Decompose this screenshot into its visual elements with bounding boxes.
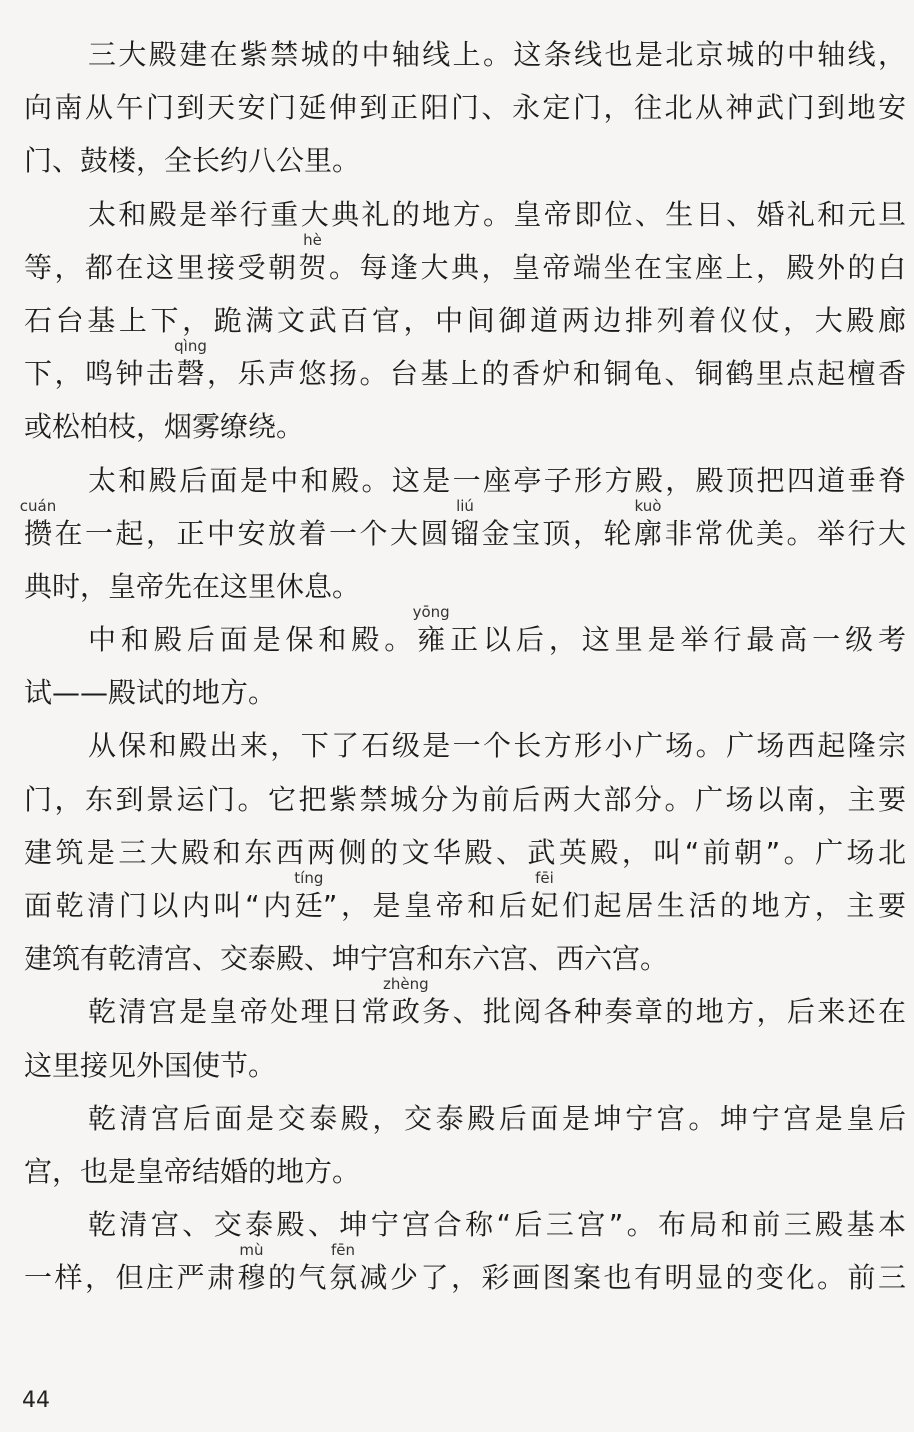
text-segment: 从保和殿出来，下了石级是一个长方形小广场。广场西起隆宗 — [88, 729, 906, 763]
text-line — [24, 180, 906, 233]
text-line — [24, 552, 906, 605]
text-line — [24, 871, 906, 924]
text-line — [24, 658, 906, 711]
annotated-character — [237, 1241, 266, 1296]
text-segment: 中和殿后面是保和殿。 — [88, 623, 418, 657]
text-line — [24, 286, 906, 339]
body-text — [19, 20, 906, 1297]
text-line — [24, 924, 906, 977]
text-line — [24, 230, 906, 286]
pinyin-annotation: tíng — [294, 869, 324, 887]
text-segment: 这里接见外国使节。 — [24, 1048, 277, 1082]
text-segment: 三大殿建在紫禁城的中轴线上。这条线也是北京城的中轴线， — [88, 38, 906, 71]
text-segment: 一样，但庄严肃 — [24, 1261, 238, 1295]
character: 妃 — [530, 889, 559, 922]
text-segment: 下，鸣钟击 — [24, 357, 177, 391]
character: 氛 — [329, 1261, 358, 1295]
character: 穆 — [237, 1261, 266, 1295]
text-line — [24, 73, 906, 126]
pinyin-annotation: mù — [239, 1241, 264, 1260]
annotated-character — [294, 869, 324, 924]
text-segment: 乾清宫后面是交泰殿，交泰殿后面是坤宁宫。坤宁宫是皇后 — [88, 1101, 906, 1135]
text-segment: 减少了，彩画图案也有明显的变化。前三 — [357, 1261, 906, 1295]
pinyin-annotation: zhèng — [383, 975, 429, 994]
pinyin-annotation: fēn — [330, 1241, 356, 1260]
text-line — [24, 1243, 906, 1296]
text-line — [24, 818, 906, 871]
text-line — [24, 446, 906, 499]
pinyin-annotation: kuò — [634, 496, 662, 515]
text-segment: 务、批阅各种奏章的地方，后来还在 — [419, 995, 906, 1029]
text-segment: ，乐声悠扬。台基上的香炉和铜龟、铜鹤里点起檀香 — [204, 357, 906, 391]
text-segment: 试——殿试的地方。 — [24, 676, 277, 710]
character: 镏 — [450, 516, 479, 550]
text-segment: 门、鼓楼，全长约八公里。 — [24, 144, 361, 178]
text-line — [24, 1190, 906, 1243]
text-segment: 宫，也是皇帝结婚的地方。 — [24, 1154, 361, 1188]
text-segment: 或松柏枝，烟雾缭绕。 — [24, 410, 305, 444]
page-number: 44 — [22, 1388, 50, 1413]
text-segment: 非常优美。举行大 — [662, 516, 906, 550]
text-segment: 乾清宫、交泰殿、坤宁宫合称“后三宫”。布局和前三殿基本 — [88, 1208, 906, 1242]
text-line — [24, 1031, 906, 1084]
text-line — [24, 605, 906, 658]
text-segment: 等，都在这里接受朝 — [24, 250, 299, 284]
text-line — [24, 20, 906, 73]
text-segment: 太和殿是举行重大典礼的地方。皇帝即位、生日、婚礼和元旦 — [88, 197, 906, 231]
character: 雍 — [417, 623, 446, 657]
character: 磬 — [176, 357, 205, 391]
character: 攒 — [24, 516, 53, 550]
annotated-character — [530, 869, 559, 924]
pinyin-annotation: cuán — [19, 496, 57, 515]
text-line — [24, 977, 906, 1030]
pinyin-annotation: qìng — [174, 337, 207, 356]
character: 廓 — [633, 516, 662, 550]
text-segment: 建筑有乾清宫、交泰殿、坤宁宫和东六宫、西六宫。 — [24, 942, 669, 976]
character: 廷 — [294, 889, 323, 922]
pinyin-annotation: liú — [456, 496, 474, 515]
character: 贺 — [298, 250, 327, 284]
text-segment: 向南从午门到天安门延伸到正阳门、永定门，往北从神武门到地安 — [24, 91, 906, 125]
text-line — [24, 1084, 906, 1137]
text-segment: 门，东到景运门。它把紫禁城分为前后两大部分。广场以南，主要 — [24, 782, 906, 816]
text-segment: 在一起，正中安放着一个大圆 — [52, 516, 451, 550]
character: 政 — [391, 995, 420, 1029]
annotated-character — [19, 496, 57, 552]
text-segment: 太和殿后面是中和殿。这是一座亭子形方殿，殿顶把四道垂脊 — [88, 463, 906, 497]
text-segment: 石台基上下，跪满文武百官，中间御道两边排列着仪仗，大殿廊 — [24, 303, 906, 337]
text-segment: ”，是皇帝和后 — [322, 889, 531, 922]
text-segment: 典时，皇帝先在这里休息。 — [24, 569, 361, 603]
pinyin-annotation: yōng — [412, 603, 450, 622]
annotated-character — [298, 230, 327, 286]
text-segment: 。每逢大典，皇帝端坐在宝座上，殿外的白 — [326, 250, 906, 284]
text-line — [24, 392, 906, 445]
annotated-character — [174, 337, 207, 392]
annotated-character — [412, 603, 450, 658]
text-line — [19, 496, 906, 552]
pinyin-annotation: fēi — [535, 869, 554, 887]
text-line — [24, 765, 906, 818]
text-segment: 正以后，这里是举行最高一级考 — [445, 623, 906, 657]
text-segment: 乾清宫是皇帝处理日常 — [88, 995, 392, 1029]
text-segment: 建筑是三大殿和东西两侧的文华殿、武英殿，叫“前朝”。广场北 — [24, 835, 906, 869]
annotated-character — [329, 1241, 358, 1296]
annotated-character — [450, 496, 479, 552]
text-segment: 金宝顶，轮 — [479, 516, 634, 550]
text-line — [24, 711, 906, 764]
text-line — [24, 339, 906, 392]
text-line — [24, 1137, 906, 1190]
text-segment: 们起居生活的地方，主要 — [558, 889, 906, 922]
pinyin-annotation: hè — [303, 230, 322, 249]
text-segment: 面乾清门以内叫“内 — [24, 889, 295, 922]
text-line — [24, 126, 906, 179]
annotated-character — [633, 496, 662, 552]
annotated-character — [383, 975, 429, 1030]
text-segment: 的气 — [265, 1261, 329, 1295]
